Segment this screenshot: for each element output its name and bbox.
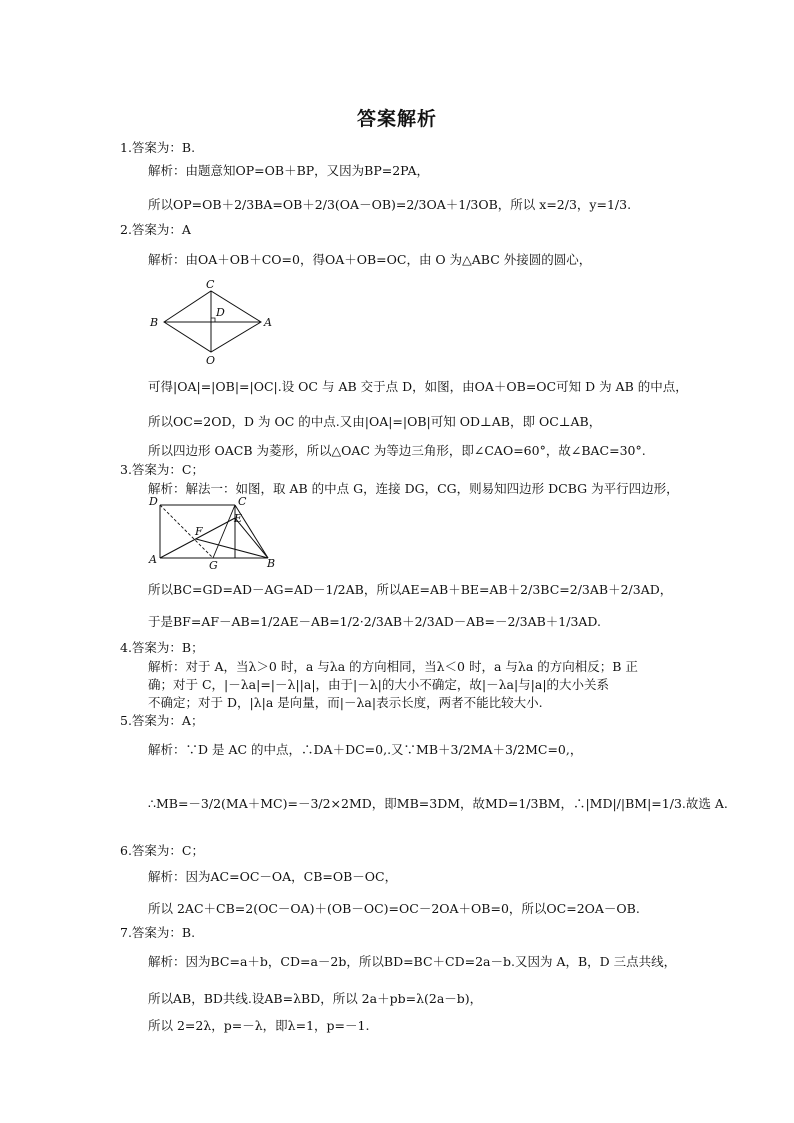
trapezoid-figure bbox=[146, 497, 280, 571]
solution-4-line-3: 不确定；对于 D，|λ|a 是向量，而|－λa|表示长度，两者不能比较大小. bbox=[148, 695, 543, 710]
solution-7-line-1: 解析：因为BC=a＋b，CD=a－2b，所以BD=BC＋CD=2a－b.又因为 A，B，D 三点共线， bbox=[148, 954, 677, 969]
page-title: 答案解析 bbox=[356, 108, 437, 130]
point-b-label: B bbox=[150, 316, 159, 329]
solution-4-line-1: 解析：对于 A，当λ＞0 时，a 与λa 的方向相同，当λ＜0 时，a 与λa 的方向相反；B 正 bbox=[148, 659, 638, 674]
answer-4: 4.答案为：B； bbox=[120, 640, 204, 655]
solution-1-line-2: 所以OP=OB＋2/3BA=OB＋2/3(OA－OB)=2/3OA＋1/3OB，所以 x=2/3，y=1/3. bbox=[148, 197, 632, 212]
answer-6: 6.答案为：C； bbox=[120, 843, 204, 858]
solution-3-line-2: 所以BC=GD=AD－AG=AD－1/2AB，所以AE=AB＋BE=AB＋2/3BC=2/3AB＋2/3AD， bbox=[148, 582, 673, 597]
solution-5-line-2: ∴MB=－3/2(MA＋MC)=－3/2×2MD，即MB=3DM，故MD=1/3BM，∴|MD|/|BM|=1/3.故选 A. bbox=[148, 796, 728, 811]
solution-6-line-1: 解析：因为AC=OC－OA，CB=OB－OC， bbox=[148, 869, 398, 884]
rhombus-figure bbox=[146, 278, 276, 366]
solution-6-line-2: 所以 2AC＋CB=2(OC－OA)＋(OB－OC)=OC－2OA＋OB=0，所以OC=2OA－OB. bbox=[148, 901, 640, 916]
point-c-label: C bbox=[206, 278, 215, 291]
solution-1-line-1: 解析：由题意知OP=OB＋BP，又因为BP=2PA， bbox=[148, 163, 429, 178]
point-f2-label: F bbox=[195, 525, 203, 538]
answer-3: 3.答案为：C； bbox=[120, 462, 204, 477]
answer-2: 2.答案为：A bbox=[120, 222, 191, 237]
solution-5-line-1: 解析：∵D 是 AC 的中点，∴DA＋DC=0,.又∵MB＋3/2MA＋3/2MC=0,， bbox=[148, 742, 583, 757]
point-a-label: A bbox=[264, 316, 272, 329]
answer-1: 1.答案为：B. bbox=[120, 140, 196, 155]
solution-3-line-3: 于是BF=AF－AB=1/2AE－AB=1/2·2/3AB＋2/3AD－AB=－2/3AB＋1/3AD. bbox=[148, 614, 601, 629]
point-o-label: O bbox=[206, 354, 216, 366]
point-g2-label: G bbox=[209, 559, 218, 571]
solution-2-line-1: 解析：由OA＋OB＋CO=0，得OA＋OB=OC，由 O 为△ABC 外接圆的圆心， bbox=[148, 252, 592, 267]
point-d-label: D bbox=[216, 306, 225, 319]
point-d2-label: D bbox=[149, 497, 158, 508]
point-c2-label: C bbox=[238, 497, 247, 508]
point-e2-label: E bbox=[234, 512, 243, 525]
solution-3-line-1: 解析：解法一：如图，取 AB 的中点 G，连接 DG，CG，则易知四边形 DCBG 为平行四边形， bbox=[148, 481, 679, 496]
point-b2-label: B bbox=[267, 557, 276, 570]
solution-2-line-4: 所以四边形 OACB 为菱形，所以△OAC 为等边三角形，即∠CAO=60°，故∠BAC=30°. bbox=[148, 443, 646, 458]
solution-7-line-3: 所以 2=2λ，p=－λ，即λ=1，p=－1. bbox=[148, 1018, 370, 1033]
answer-7: 7.答案为：B. bbox=[120, 925, 196, 940]
answer-5: 5.答案为：A； bbox=[120, 713, 204, 728]
solution-2-line-3: 所以OC=2OD，D 为 OC 的中点.又由|OA|=|OB|可知 OD⊥AB，即 OC⊥AB， bbox=[148, 414, 602, 429]
solution-4-line-2: 确；对于 C，|－λa|=|－λ||a|，由于|－λ|的大小不确定，故|－λa|与|a|的大小关系 bbox=[148, 677, 610, 692]
point-a2-label: A bbox=[149, 553, 157, 566]
solution-2-line-2: 可得|OA|=|OB|=|OC|.设 OC 与 AB 交于点 D，如图，由OA＋OB=OC可知 D 为 AB 的中点， bbox=[148, 379, 688, 394]
solution-7-line-2: 所以AB，BD共线.设AB=λBD，所以 2a＋pb=λ(2a－b)， bbox=[148, 991, 483, 1006]
